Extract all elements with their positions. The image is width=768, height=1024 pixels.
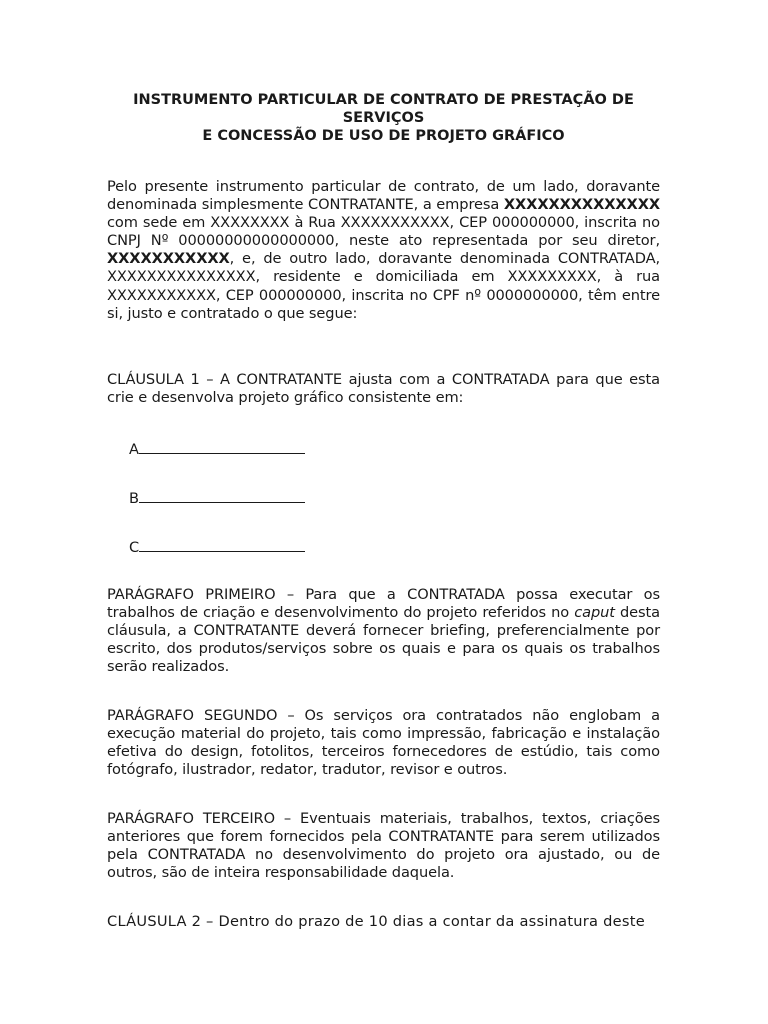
clausula-2: CLÁUSULA 2 – Dentro do prazo de 10 dias a contar da assinatura deste bbox=[107, 913, 645, 930]
clausula-1: CLÁUSULA 1 – A CONTRATANTE ajusta com a CONTRATADA para que esta crie e desenvolva projeto gráfico consistente em: bbox=[107, 371, 660, 407]
title-line-3: E CONCESSÃO DE USO DE PROJETO GRÁFICO bbox=[202, 128, 565, 144]
paragrafo-segundo: PARÁGRAFO SEGUNDO – Os serviços ora contratados não englobam a execução material do projeto, tais como impressão, fabricação e instalação efetiva do design, fotolitos, terceiros fornecedores de estúdio, tais como fotógrafo, ilustrador, redator, tradutor, revisor e outros. bbox=[107, 707, 660, 779]
company-name-placeholder: XXXXXXXXXXXXXX bbox=[503, 196, 660, 214]
item-b bbox=[129, 487, 305, 508]
intro-text-2: com sede em XXXXXXXX à Rua XXXXXXXXXXX, CEP 000000000, inscrita no CNPJ Nº 00000000000000000, neste ato representada por seu diretor, bbox=[107, 214, 660, 250]
item-b-label: B bbox=[129, 490, 140, 507]
title-line-1: INSTRUMENTO PARTICULAR DE CONTRATO DE PRESTAÇÃO DE bbox=[133, 92, 634, 108]
intro-text-1: Pelo presente instrumento particular de contrato, de um lado, doravante denominada simplesmente CONTRATANTE, a empresa bbox=[107, 178, 660, 214]
paragrafo-primeiro bbox=[107, 586, 660, 676]
item-a bbox=[129, 438, 305, 459]
director-name-placeholder: XXXXXXXXXXX bbox=[107, 250, 230, 268]
item-a-blank-line bbox=[139, 438, 305, 454]
caput-term: caput bbox=[574, 604, 615, 622]
item-c-blank-line bbox=[139, 536, 305, 552]
item-b-blank-line bbox=[139, 487, 305, 503]
paragrafo-terceiro: PARÁGRAFO TERCEIRO – Eventuais materiais, trabalhos, textos, criações anteriores que forem fornecidos pela CONTRATANTE para serem utilizados pela CONTRATADA no desenvolvimento do projeto ora ajustado, ou de outros, são de inteira responsabilidade daquela. bbox=[107, 810, 660, 882]
intro-paragraph bbox=[107, 178, 660, 323]
paragrafo-primeiro-text-1: PARÁGRAFO PRIMEIRO – Para que a CONTRATADA possa executar os trabalhos de criação e desenvolvimento do projeto referidos no bbox=[107, 586, 660, 622]
document-title bbox=[107, 91, 660, 145]
title-line-2: SERVIÇOS bbox=[342, 110, 425, 126]
item-a-label: A bbox=[129, 441, 139, 458]
intro-text-3: , e, de outro lado, doravante denominada CONTRATADA, XXXXXXXXXXXXXXX, residente e domiciliada em XXXXXXXXX, à rua XXXXXXXXXXX, CEP 000000000, inscrita no CPF nº 0000000000, têm entre si, justo e contratado o que segue: bbox=[107, 250, 660, 322]
item-c-label: C bbox=[129, 539, 140, 556]
paragrafo-primeiro-text-2: desta cláusula, a CONTRATANTE deverá fornecer briefing, preferencialmente por escrito, dos produtos/serviços sobre os quais e para os quais os trabalhos serão realizados. bbox=[107, 604, 660, 676]
item-c bbox=[129, 536, 305, 557]
